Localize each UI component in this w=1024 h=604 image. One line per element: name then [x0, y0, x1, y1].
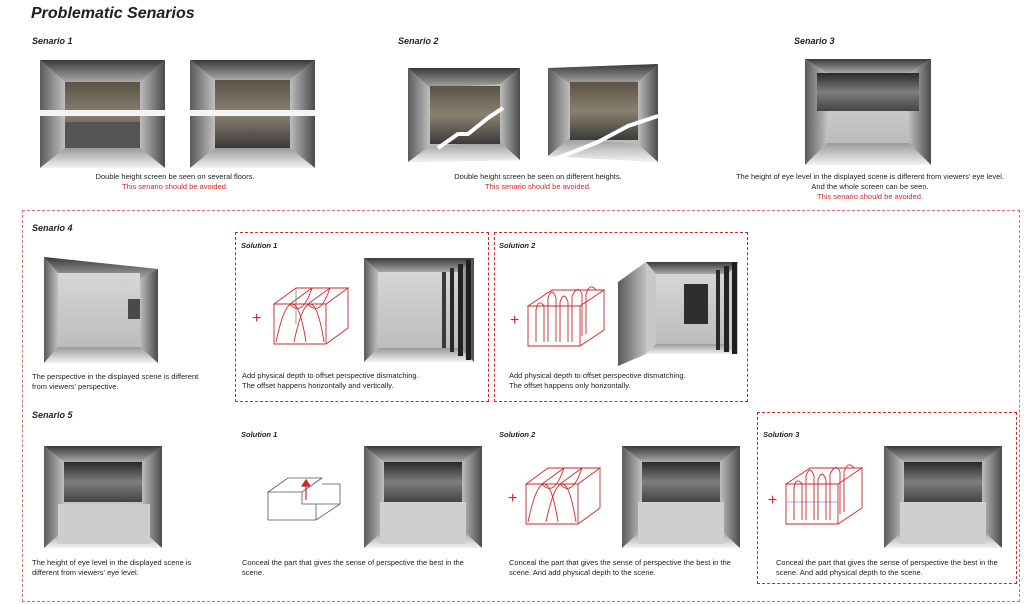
- scenario-3-room: [805, 59, 931, 165]
- s5-solution-1-text-line2: scene.: [242, 568, 265, 577]
- scenario-2-room-b: [548, 64, 658, 162]
- s4-solution-2-label: Solution 2: [499, 241, 536, 250]
- s4-solution-2-text-line1: Add physical depth to offset perspective dismatching.: [509, 371, 686, 380]
- scenario-4-caption-line1: The perspective in the displayed scene is different: [32, 372, 199, 381]
- s5-solution-3-room: [884, 446, 1002, 548]
- s4-solution-1-label: Solution 1: [241, 241, 278, 250]
- s5-solution-2-room: [622, 446, 740, 548]
- scenario-4-room: [44, 257, 158, 363]
- scenario-2-warning: This senario should be avoided.: [485, 182, 591, 191]
- scenario-5-caption-line2: different from viewers' eye level.: [32, 568, 139, 577]
- scenario-1-caption: Double height screen be seen on several floors.: [95, 172, 255, 181]
- scenario-1-warning: This senario should be avoided.: [122, 182, 228, 191]
- s5-solution-2-plus: +: [508, 490, 518, 507]
- scenario-1-label: Senario 1: [32, 36, 73, 46]
- s5-solution-2-diagram: [524, 462, 606, 534]
- s5-solution-1-room: [364, 446, 482, 548]
- scenario-4-label: Senario 4: [32, 223, 73, 233]
- scenario-5-caption-line1: The height of eye level in the displayed scene is: [32, 558, 192, 567]
- s5-solution-3-label: Solution 3: [763, 430, 800, 439]
- scenario-3-caption-line2: And the whole screen can be seen.: [811, 182, 929, 191]
- s5-solution-1-text-line1: Conceal the part that gives the sense of perspective the best in the: [242, 558, 464, 567]
- s5-solution-3-plus: +: [768, 492, 778, 509]
- s5-solution-3-text-line2: scene. And add physical depth to the scene.: [776, 568, 923, 577]
- scenario-2-label: Senario 2: [398, 36, 439, 46]
- s4-solution-2-diagram: [526, 284, 608, 356]
- scenario-2-room-a: [408, 68, 520, 162]
- scenario-1-room-b: [190, 60, 315, 168]
- s5-solution-1-label: Solution 1: [241, 430, 278, 439]
- s4-solution-1-diagram: [272, 282, 352, 354]
- scenario-5-label: Senario 5: [32, 410, 73, 420]
- scenario-2-caption: Double height screen be seen on different heights.: [454, 172, 622, 181]
- s4-solution-1-plus: +: [252, 310, 262, 327]
- s4-solution-1-text-line2: The offset happens horizontally and vertically.: [242, 381, 394, 390]
- s4-solution-2-plus: +: [510, 312, 520, 329]
- scenario-4-caption-line2: from viewers' perspective.: [32, 382, 119, 391]
- s4-solution-2-text-line2: The offset happens only horizontally.: [509, 381, 631, 390]
- s5-solution-2-label: Solution 2: [499, 430, 536, 439]
- s5-solution-3-diagram: [784, 462, 866, 534]
- s5-solution-1-diagram: [266, 470, 346, 530]
- s5-solution-2-text-line2: scene. And add physical depth to the scene.: [509, 568, 656, 577]
- s4-solution-1-room: [364, 258, 474, 362]
- scenario-1-room-a: [40, 60, 165, 168]
- scenario-3-warning: This senario should be avoided.: [817, 192, 923, 201]
- page-title: Problematic Senarios: [31, 5, 195, 22]
- scenario-5-room: [44, 446, 162, 548]
- scenario-3-caption-line1: The height of eye level in the displayed scene is different from viewers' eye level.: [735, 172, 1005, 181]
- s4-solution-2-room: [618, 262, 738, 366]
- s4-solution-1-text-line1: Add physical depth to offset perspective dismatching.: [242, 371, 419, 380]
- s5-solution-3-text-line1: Conceal the part that gives the sense of perspective the best in the: [776, 558, 998, 567]
- scenario-3-label: Senario 3: [794, 36, 835, 46]
- s5-solution-2-text-line1: Conceal the part that gives the sense of perspective the best in the: [509, 558, 731, 567]
